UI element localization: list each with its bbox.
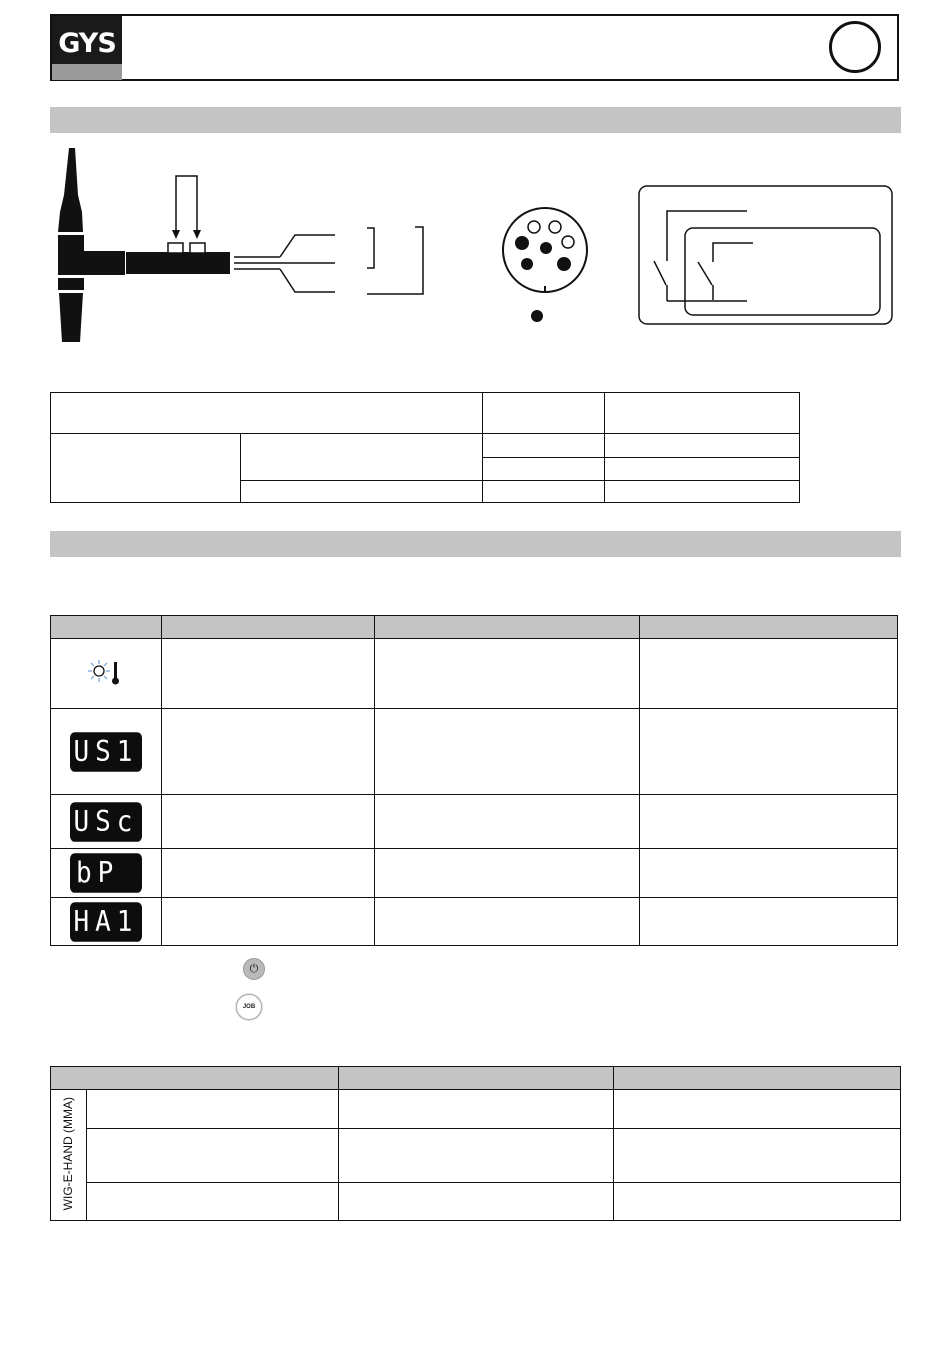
- mode-vertical-label: WIG-E-HAND (MMA): [61, 1096, 76, 1211]
- error-display-bp: bP: [70, 853, 142, 893]
- table-row: [51, 639, 898, 709]
- table-header-row: [51, 616, 898, 639]
- section-bar-torch: [50, 107, 901, 133]
- table-cell: [483, 458, 605, 481]
- table-cell: [338, 1129, 614, 1183]
- table-row: [51, 1090, 901, 1129]
- table-row: [51, 849, 898, 898]
- table-header-row: [51, 1067, 901, 1090]
- table-row: [51, 434, 800, 458]
- job-icon: [236, 994, 262, 1020]
- table-row: [51, 898, 898, 946]
- table-header-cell: [51, 616, 162, 639]
- table-row: [51, 795, 898, 849]
- sun-thermometer-icon: [86, 658, 126, 686]
- table-cell: [614, 1090, 901, 1129]
- table-cell: [483, 393, 605, 434]
- table-header-cell: [374, 616, 640, 639]
- table-cell: [338, 1090, 614, 1129]
- table-cell: [640, 709, 898, 795]
- gys-logo: [52, 16, 122, 80]
- table-cell: [374, 795, 640, 849]
- table-cell: [605, 458, 800, 481]
- table-cell: [240, 434, 483, 481]
- table-cell: [374, 849, 640, 898]
- job-label: JOB: [242, 1004, 256, 1010]
- table-row: [51, 709, 898, 795]
- table-cell: [51, 434, 241, 503]
- mode-settings-table: [50, 1066, 901, 1221]
- power-glyph: ⏻: [249, 962, 259, 975]
- table-cell: [161, 639, 374, 709]
- error-display-usc: USc: [70, 802, 142, 842]
- switch-schematic: [639, 186, 892, 324]
- table-header-cell: [161, 616, 374, 639]
- header-frame: [50, 14, 899, 81]
- table-cell: [640, 639, 898, 709]
- error-display-us1: US1: [70, 732, 142, 772]
- table-cell: [614, 1129, 901, 1183]
- table-header-cell: [640, 616, 898, 639]
- error-display-ha1: HA1: [70, 902, 142, 942]
- table-cell: [483, 434, 605, 458]
- table-cell: [161, 795, 374, 849]
- table-cell: [161, 709, 374, 795]
- pin-assignment-table: [50, 392, 800, 503]
- error-code-table: [50, 615, 898, 946]
- logo-band: [52, 64, 122, 80]
- table-cell: [640, 849, 898, 898]
- table-cell: [483, 481, 605, 503]
- table-cell: [374, 709, 640, 795]
- table-cell: [640, 898, 898, 946]
- table-cell: [51, 849, 162, 898]
- table-cell: [51, 1090, 87, 1221]
- table-row: [51, 1183, 901, 1221]
- table-cell: [51, 393, 483, 434]
- table-cell: [51, 639, 162, 709]
- torch-icon: [58, 148, 125, 342]
- table-cell: [161, 849, 374, 898]
- wire-brackets: [367, 227, 423, 294]
- table-cell: [614, 1183, 901, 1221]
- table-header-cell: [338, 1067, 614, 1090]
- table-cell: [605, 481, 800, 503]
- table-cell: [51, 795, 162, 849]
- table-row: [51, 1129, 901, 1183]
- torch-wiring-diagram: [50, 140, 910, 350]
- table-cell: [161, 898, 374, 946]
- table-cell: [640, 795, 898, 849]
- table-cell: [51, 898, 162, 946]
- table-cell: [86, 1090, 338, 1129]
- table-cell: [338, 1183, 614, 1221]
- table-cell: [605, 393, 800, 434]
- connector-socket-icon: [503, 208, 587, 322]
- table-cell: [605, 434, 800, 458]
- table-row: [51, 393, 800, 434]
- table-header-cell: [614, 1067, 901, 1090]
- torch-handle: [126, 176, 230, 274]
- language-circle: [829, 21, 881, 73]
- section-bar-errors: [50, 531, 901, 557]
- table-cell: [374, 639, 640, 709]
- table-cell: [86, 1183, 338, 1221]
- power-icon: [243, 958, 265, 980]
- table-cell: [86, 1129, 338, 1183]
- logo-text: GYS: [58, 28, 116, 59]
- table-cell: [240, 481, 483, 503]
- table-header-cell: [51, 1067, 339, 1090]
- table-cell: [51, 709, 162, 795]
- table-cell: [374, 898, 640, 946]
- cable-wires: [234, 235, 335, 292]
